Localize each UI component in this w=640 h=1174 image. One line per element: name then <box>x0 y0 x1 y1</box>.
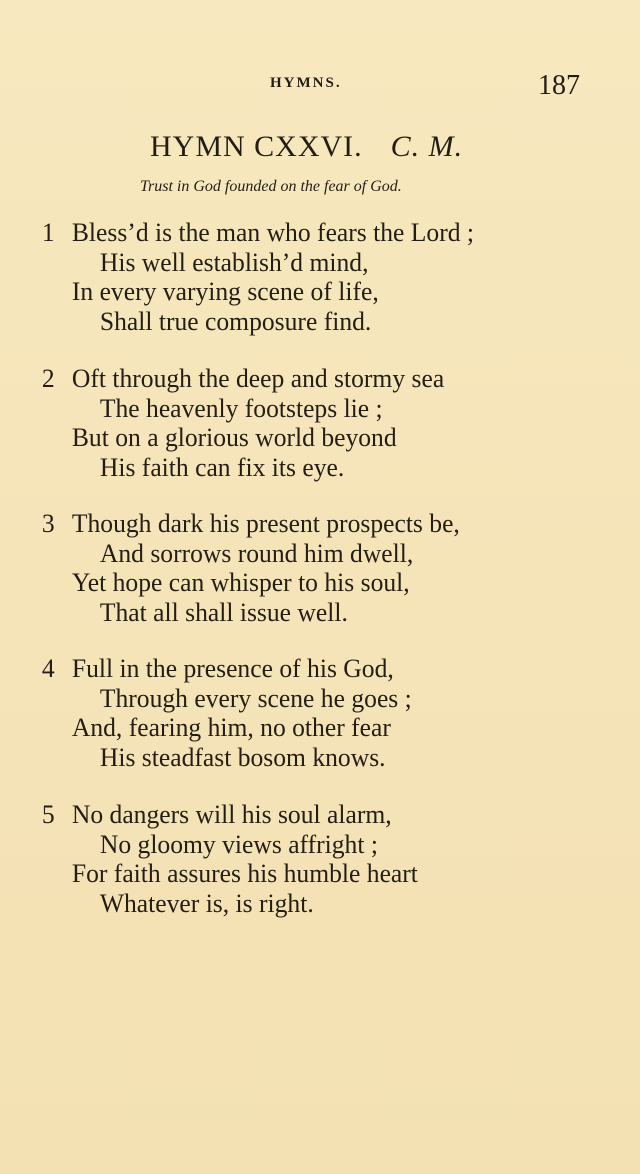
line-text: Bless’d is the man who fears the Lord ; <box>71 217 475 247</box>
stanza-line <box>40 394 600 424</box>
line-text: No dangers will his soul alarm, <box>71 799 392 829</box>
stanza-line <box>40 889 600 919</box>
stanza-line <box>40 509 600 539</box>
page-number: 187 <box>538 70 580 101</box>
line-text: But on a glorious world beyond <box>71 422 397 452</box>
line-text: That all shall issue well. <box>99 596 348 627</box>
stanza-line <box>40 830 600 860</box>
stanza-line <box>40 218 600 248</box>
stanza-line <box>40 598 600 628</box>
line-text: No gloomy views affright ; <box>99 828 378 859</box>
line-text: For faith assures his humble heart <box>71 858 418 888</box>
line-text: The heavenly footsteps lie ; <box>99 392 383 423</box>
line-text: Through every scene he goes ; <box>99 682 412 713</box>
stanza-line <box>40 800 600 830</box>
line-text: And sorrows round him dwell, <box>99 537 414 568</box>
stanza-line <box>40 684 600 714</box>
stanza-1 <box>40 218 620 336</box>
hymn-meter: C. M. <box>390 130 464 163</box>
stanza-3 <box>40 509 620 627</box>
line-text: His faith can fix its eye. <box>99 451 345 482</box>
stanza-line <box>40 713 600 743</box>
running-head: HYMNS. <box>270 75 342 91</box>
stanza-line <box>40 364 600 394</box>
line-text: His well establish’d mind, <box>99 246 369 277</box>
stanza-number: 4 <box>41 653 55 683</box>
line-text: Shall true composure find. <box>99 305 372 336</box>
hymn-title <box>150 130 463 164</box>
stanza-number: 3 <box>41 508 55 538</box>
line-text: His steadfast bosom knows. <box>99 741 386 772</box>
stanza-line <box>40 568 600 598</box>
stanza-line <box>40 248 600 278</box>
line-text: In every varying scene of life, <box>71 276 379 306</box>
stanza-line <box>40 453 600 483</box>
line-text: Whatever is, is right. <box>99 887 314 918</box>
stanza-line <box>40 277 600 307</box>
stanza-line <box>40 743 600 773</box>
stanza-line <box>40 307 600 337</box>
stanza-5 <box>40 800 620 918</box>
stanza-line <box>40 539 600 569</box>
stanza-number: 1 <box>41 217 55 247</box>
stanza-4 <box>40 654 620 772</box>
line-text: Full in the presence of his God, <box>71 653 394 683</box>
hymn-number: HYMN CXXVI. <box>150 130 363 163</box>
hymn-subtitle: Trust in God founded on the fear of God. <box>140 178 402 195</box>
line-text: Yet hope can whisper to his soul, <box>71 567 410 597</box>
stanza-number: 2 <box>41 363 55 393</box>
stanza-line <box>40 654 600 684</box>
stanza-line <box>40 859 600 889</box>
line-text: Though dark his present prospects be, <box>71 508 460 538</box>
line-text: Oft through the deep and stormy sea <box>71 363 445 393</box>
stanza-line <box>40 423 600 453</box>
stanza-2 <box>40 364 620 482</box>
line-text: And, fearing him, no other fear <box>71 712 391 742</box>
stanza-number: 5 <box>41 799 55 829</box>
